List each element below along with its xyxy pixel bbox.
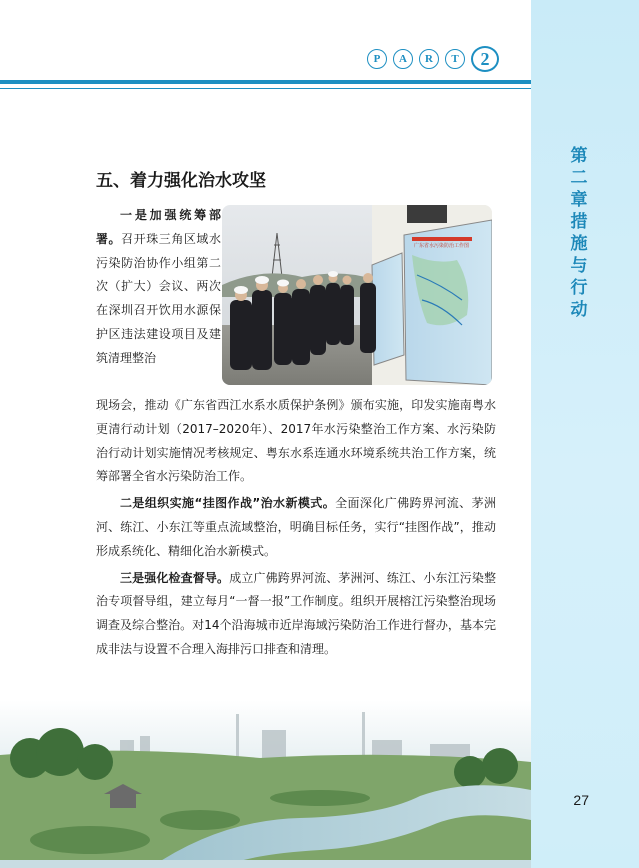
part-badge bbox=[367, 46, 499, 72]
part-letter: P bbox=[367, 49, 387, 69]
paragraph-2 bbox=[96, 492, 496, 563]
paragraph-3-lead: 三是强化检查督导。 bbox=[120, 570, 230, 585]
inspection-photo bbox=[222, 205, 492, 385]
landscape-photo bbox=[0, 700, 531, 868]
paragraph-3-body: 成立广佛跨界河流、茅洲河、练江、小东江污染整治专项督导组，建立每月“一督一报”工作制度。组织开展榕江污染整治现场调查及综合整治。对14个沿海城市近岸海域污染防治工作进行督办，基本完成非法与设置不合理入海排污口排查和清理。 bbox=[96, 570, 496, 656]
paragraph-2-body: 全面深化广佛跨界河流、茅洲河、练江、小东江等重点流域整治，明确目标任务，实行“挂图作战”，推动形成系统化、精细化治水新模式。 bbox=[96, 496, 496, 558]
header-rule-thin bbox=[0, 88, 531, 89]
paragraph-block bbox=[96, 394, 496, 665]
part-letter: R bbox=[419, 49, 439, 69]
part-letter: A bbox=[393, 49, 413, 69]
part-letter: T bbox=[445, 49, 465, 69]
page-number: 27 bbox=[573, 792, 589, 808]
paragraph-3 bbox=[96, 567, 496, 662]
chapter-sidebar bbox=[531, 0, 639, 868]
paragraph-1-rest: 现场会，推动《广东省西江水系水质保护条例》颁布实施，印发实施南粤水更清行动计划（2017–2020年）、2017年水污染整治工作方案、水污染防治行动计划实施情况考核规定、粤东水系连通水环境系统共治工作方案，统筹部署全省水污染防治工作。 bbox=[96, 398, 496, 484]
paragraph-1-float-text: 召开珠三角区域水污染防治协作小组第二次（扩大）会议、两次在深圳召开饮用水源保护区违法建设项目及建筑清理整治 bbox=[96, 231, 221, 365]
header-rule-thick bbox=[0, 80, 531, 84]
chapter-title: 第二章 措施与行动 bbox=[570, 146, 588, 320]
paragraph-1-float bbox=[96, 204, 221, 371]
photo-board-caption: 广东省水污染防治工作图 bbox=[414, 243, 470, 249]
section-heading: 五、着力强化治水攻坚 bbox=[96, 171, 266, 191]
paragraph-2-lead: 二是组织实施“挂图作战”治水新模式。 bbox=[120, 496, 336, 511]
paragraph-1-lead: 一是加强统筹部署。 bbox=[96, 208, 221, 246]
part-number: 2 bbox=[471, 46, 499, 72]
